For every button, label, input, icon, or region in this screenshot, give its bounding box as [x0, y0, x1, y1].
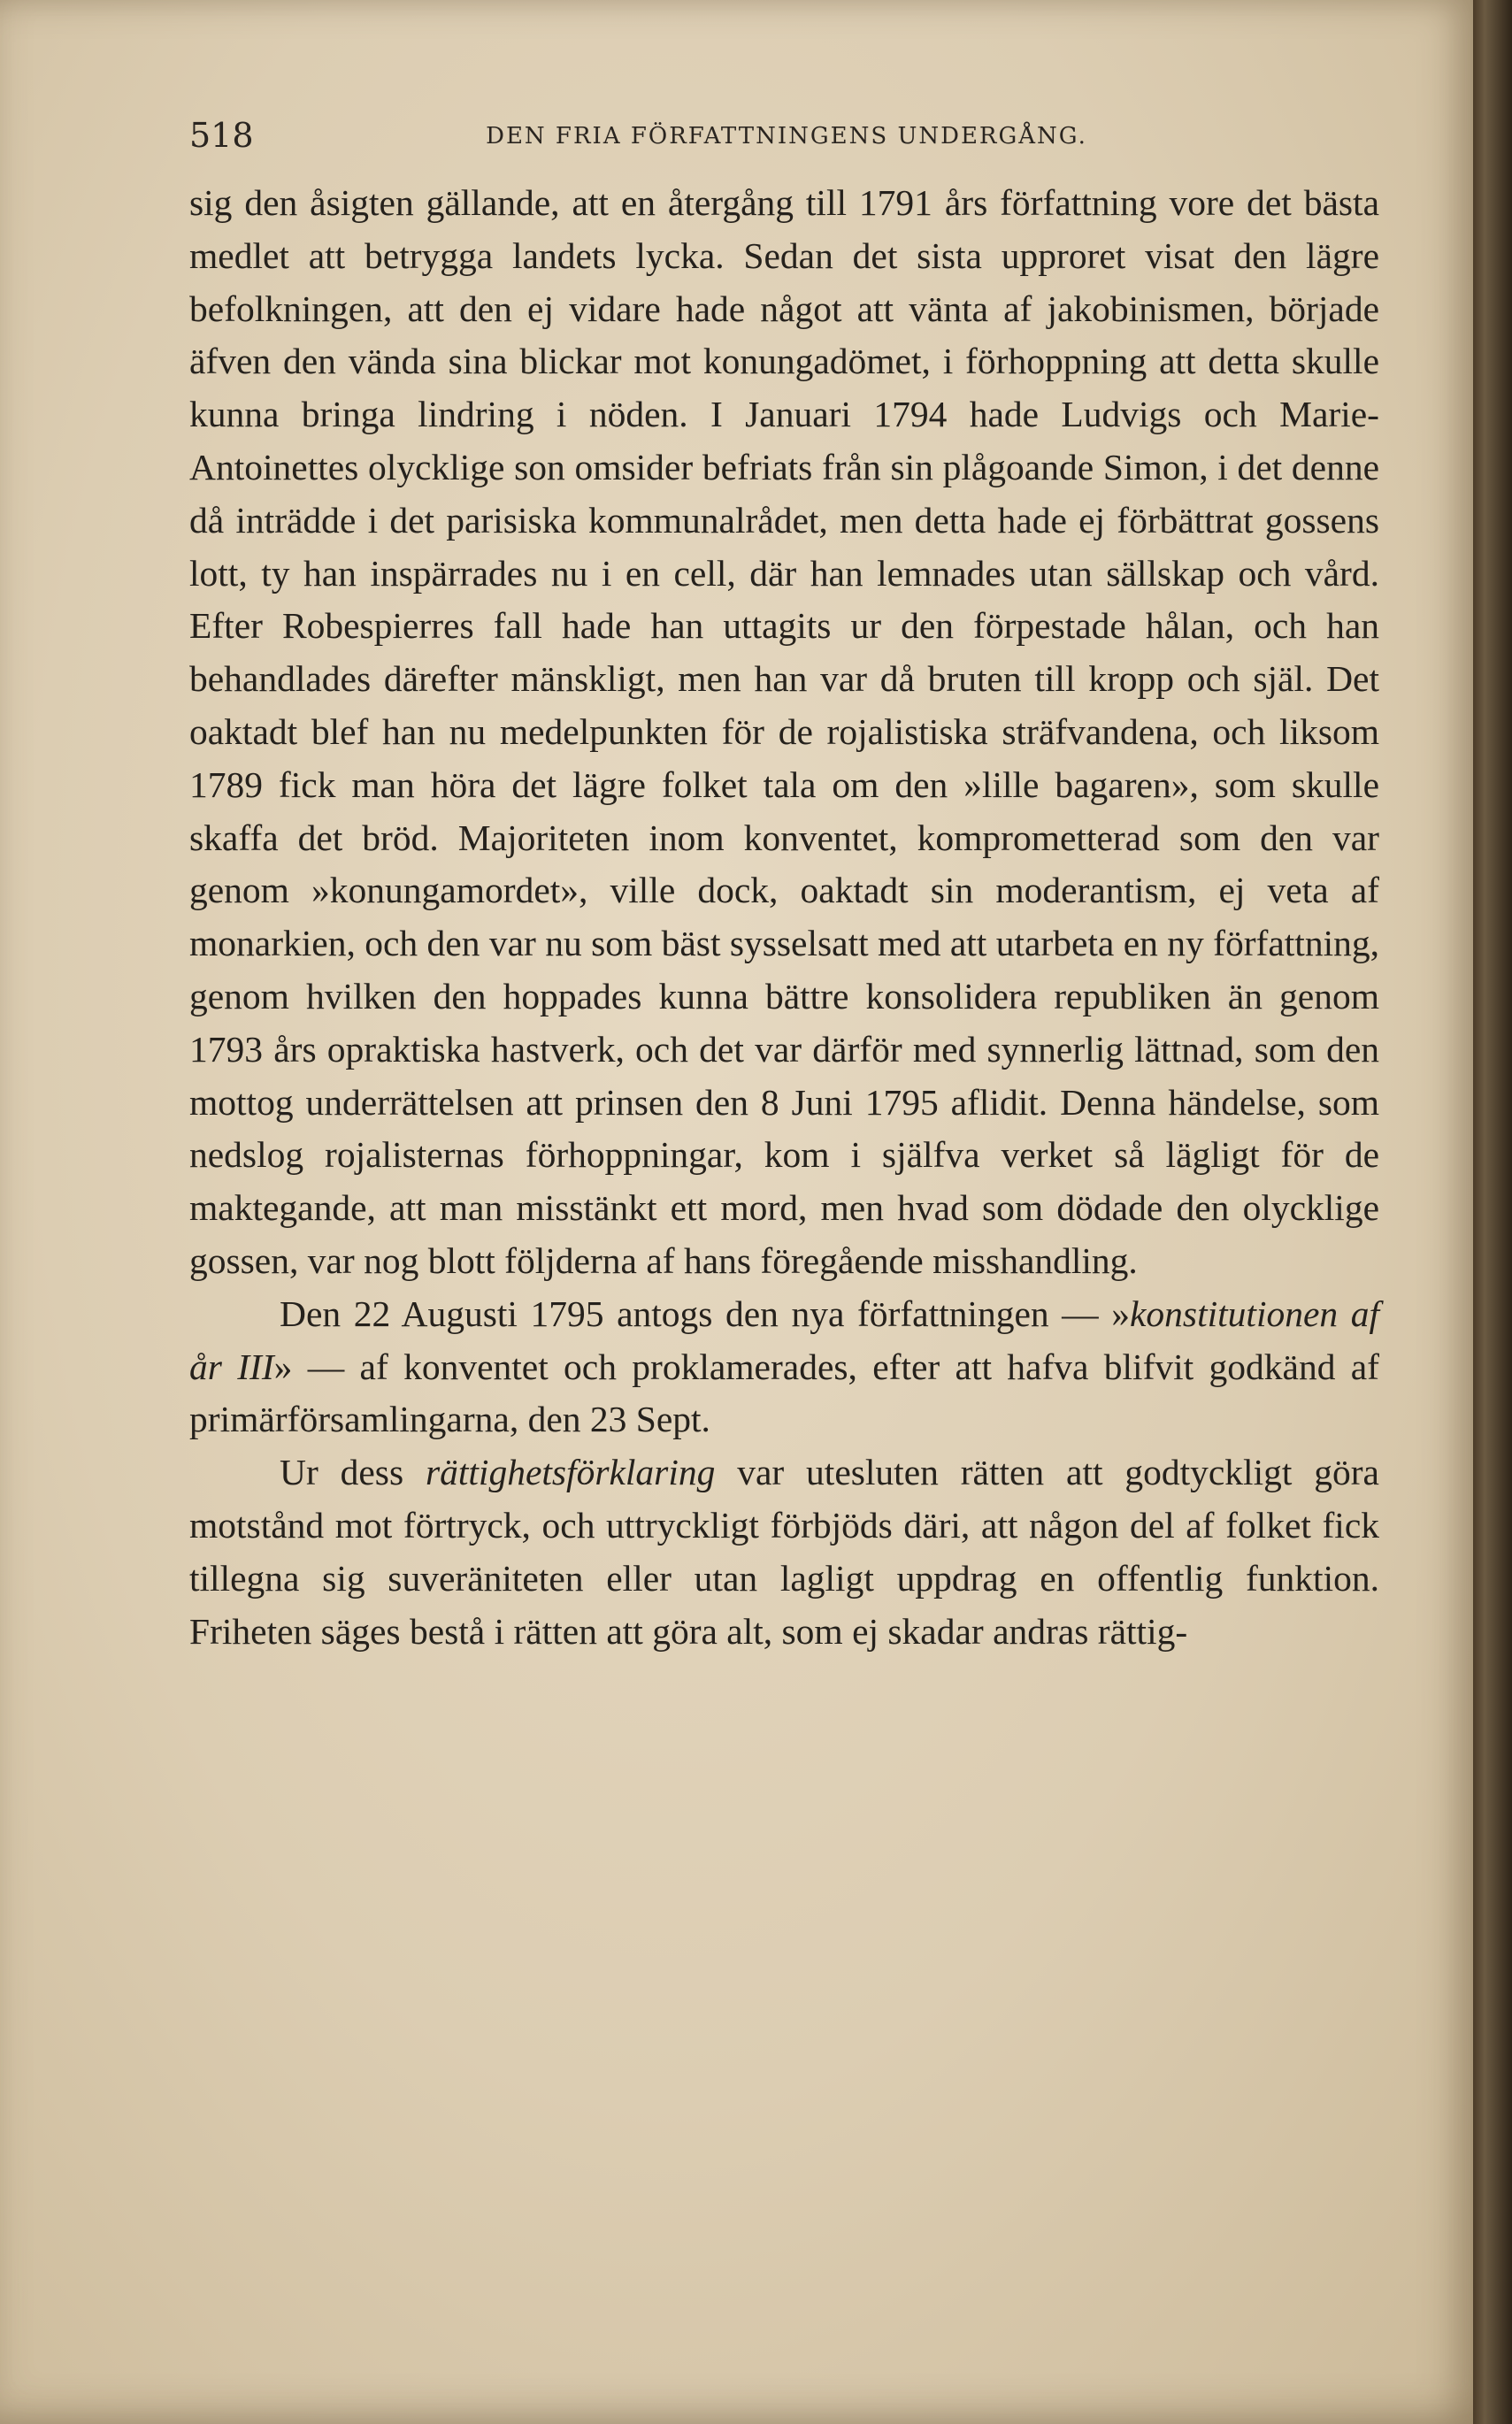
paragraph-2 [189, 1288, 1379, 1446]
paragraph-2-italic-term: konstitutionen af år III [189, 1293, 1380, 1387]
paragraph-3-italic-term: rättighetsförklaring [425, 1452, 716, 1493]
paragraph-2-text-before: Den 22 Augusti 1795 antogs den nya författningen — » [280, 1293, 1131, 1334]
body-text [189, 177, 1379, 1658]
page-number: 518 [189, 116, 254, 155]
paragraph-3-text-before: Ur dess [280, 1452, 426, 1493]
running-title: DEN FRIA FÖRFATTNINGENS UNDERGÅNG. [486, 123, 1087, 150]
paragraph-3-text-after: var utesluten rätten att godtyckligt göra motstånd mot förtryck, och uttryckligt förbjöds däri, att någon del af folket fick tillegna sig suveräniteten eller utan lagligt uppdrag en offentlig funktion. Friheten säges bestå i rätten att göra alt, som ej skadar andras rättig- [189, 1452, 1379, 1652]
book-spine-edge [1473, 0, 1512, 2424]
paragraph-1: sig den åsigten gällande, att en återgång till 1791 års författning vore det bästa medlet att betrygga landets lycka. Sedan det sista upproret visat den lägre befolkningen, att den ej vidare hade något att vänta af jakobinismen, började äfven den vända sina blickar mot konungadömet, i förhoppning att detta skulle kunna bringa lindring i nöden. I Januari 1794 hade Ludvigs och Marie-Antoinettes olycklige son omsider befriats från sin plågoande Simon, i det denne då inträdde i det parisiska kommunalrådet, men detta hade ej förbättrat gossens lott, ty han inspärrades nu i en cell, där han lemnades utan sällskap och vård. Efter Robespierres fall hade han uttagits ur den förpestade hålan, och han behandlades därefter mänskligt, men han var då bruten till kropp och själ. Det oaktadt blef han nu medelpunkten för de rojalistiska sträfvandena, och liksom 1789 fick man höra det lägre folket tala om den »lille bagaren», som skulle skaffa det bröd. Majoriteten inom konventet, komprometterad som den var genom »konungamordet», ville dock, oaktadt sin moderantism, ej veta af monarkien, och den var nu som bäst sysselsatt med att utarbeta en ny författning, genom hvilken den hoppades kunna bättre konsolidera republiken än genom 1793 års opraktiska hastverk, och det var därför med synnerlig lättnad, som den mottog underrättelsen att prinsen den 8 Juni 1795 aflidit. Denna händelse, som nedslog rojalisternas förhoppningar, kom i själfva verket så lägligt för de maktegande, att man misstänkt ett mord, men hvad som dödade den olycklige gossen, var nog blott följderna af hans föregående misshandling. [189, 182, 1379, 1281]
paragraph-2-text-after: » — af konventet och proklamerades, efter att hafva blifvit godkänd af primärförsamlingarna, den 23 Sept. [189, 1346, 1379, 1440]
page-header [189, 113, 1384, 157]
paragraph-3 [189, 1446, 1379, 1658]
